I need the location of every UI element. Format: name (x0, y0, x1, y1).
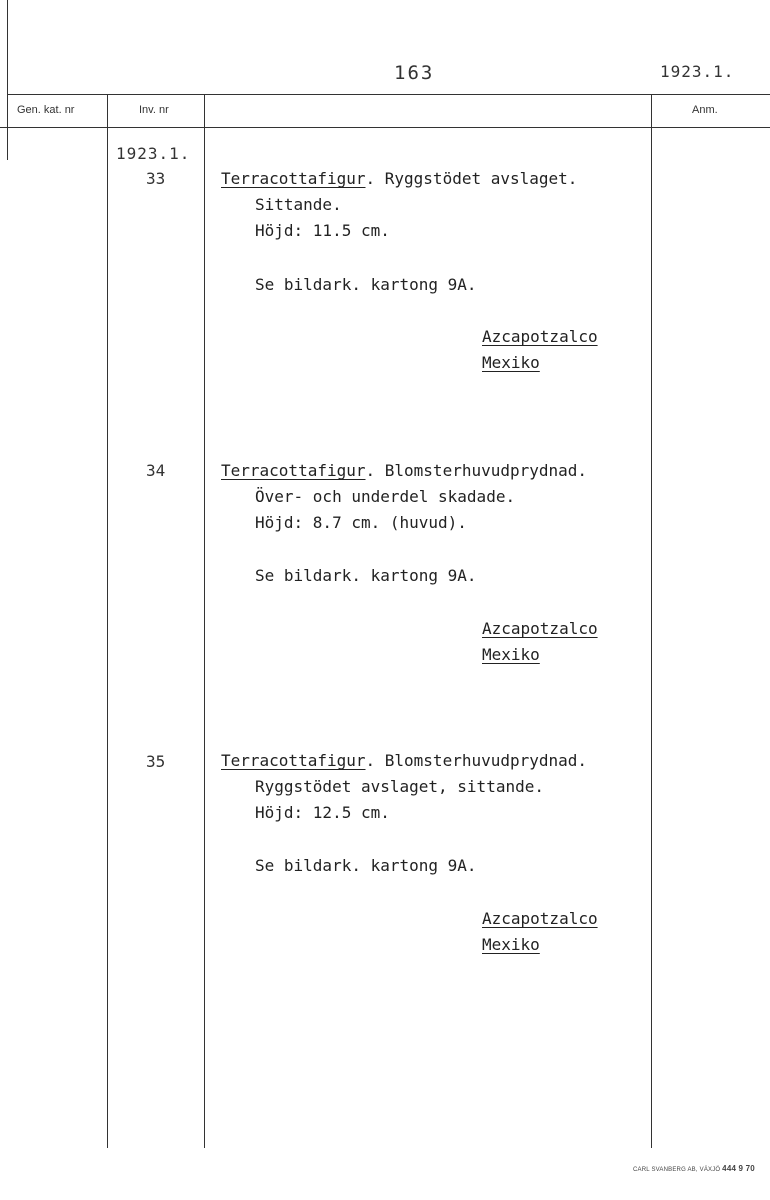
entry-height: Höjd: 12.5 cm. (255, 803, 390, 822)
entry-place: Azcapotzalco (482, 909, 598, 928)
entry-title-rest: . Blomsterhuvudprydnad. (365, 751, 588, 770)
entry-title-line (221, 166, 577, 192)
header-top-rule (7, 94, 770, 95)
printer-footer (633, 1164, 755, 1173)
entry-place: Azcapotzalco (482, 327, 598, 346)
left-margin-rule (7, 0, 8, 160)
form-number: 444 9 70 (722, 1164, 755, 1173)
entry-place: Azcapotzalco (482, 619, 598, 638)
header-gen-kat-nr: Gen. kat. nr (17, 104, 75, 116)
entry-reference: Se bildark. kartong 9A. (255, 566, 477, 585)
entry-detail: Sittande. (255, 195, 342, 214)
header-inv-nr: Inv. nr (139, 104, 169, 116)
page-number: 163 (394, 62, 435, 84)
column-rule-inv (107, 94, 108, 1148)
entry-reference: Se bildark. kartong 9A. (255, 275, 477, 294)
column-rule-anm (651, 94, 652, 1148)
entry-detail: Ryggstödet avslaget, sittande. (255, 777, 544, 796)
printer-name: CARL SVANBERG AB, VÄXJÖ (633, 1167, 721, 1173)
header-bottom-rule (0, 127, 770, 128)
entry-country: Mexiko (482, 353, 540, 372)
accession-number-margin: 1923.1. (116, 144, 191, 163)
entry-title-line (221, 748, 587, 774)
entry-country: Mexiko (482, 645, 540, 664)
entry-height: Höjd: 8.7 cm. (huvud). (255, 513, 467, 532)
entry-title: Terracottafigur (221, 751, 366, 770)
entry-reference: Se bildark. kartong 9A. (255, 856, 477, 875)
entry-title-line (221, 458, 587, 484)
entry-title: Terracottafigur (221, 169, 366, 188)
entry-height: Höjd: 11.5 cm. (255, 221, 390, 240)
entry-detail: Över- och underdel skadade. (255, 487, 516, 506)
entry-country: Mexiko (482, 935, 540, 954)
inventory-number: 33 (146, 169, 166, 188)
column-rule-desc (204, 94, 205, 1148)
inventory-number: 34 (146, 461, 166, 480)
inventory-number: 35 (146, 752, 166, 771)
entry-title-rest: . Blomsterhuvudprydnad. (365, 461, 588, 480)
accession-number-top: 1923.1. (660, 62, 735, 81)
entry-title: Terracottafigur (221, 461, 366, 480)
entry-title-rest: . Ryggstödet avslaget. (365, 169, 578, 188)
header-anm: Anm. (692, 104, 718, 116)
